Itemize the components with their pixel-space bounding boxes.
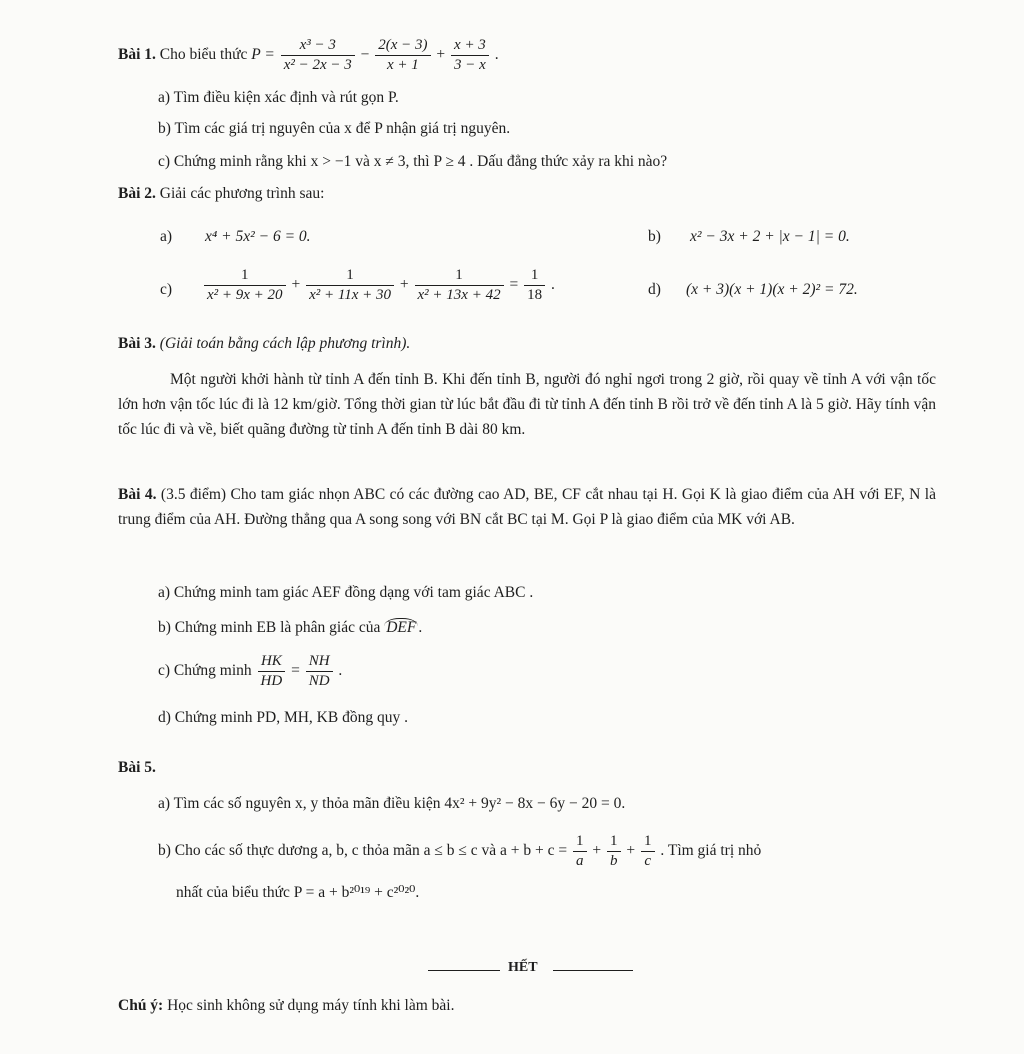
bai5-b-text: b) Cho các số thực dương a, b, c thỏa mãn a ≤ b ≤ c và a + b + c = bbox=[158, 842, 568, 860]
bai4-part-d: d) Chứng minh PD, MH, KB đồng quy . bbox=[158, 709, 408, 726]
bai1-end: . bbox=[494, 46, 499, 64]
bai5-b2-den: b bbox=[610, 853, 618, 869]
bai2-b-label: b) bbox=[648, 228, 661, 245]
bai2-a-equation: x⁴ + 5x² − 6 = 0. bbox=[205, 228, 311, 245]
bai2-c1-num: 1 bbox=[204, 266, 286, 286]
bai5-b-line2: nhất của biểu thức P = a + b²⁰¹⁹ + c²⁰²⁰. bbox=[176, 884, 420, 901]
bai5-b3-num: 1 bbox=[641, 832, 655, 852]
bai4-c1-num: HK bbox=[258, 652, 286, 672]
bai5-b1-num: 1 bbox=[573, 832, 587, 852]
bai4-part-a: a) Chứng minh tam giác AEF đồng dạng với tam giác ABC . bbox=[158, 584, 534, 601]
bai5-part-b bbox=[158, 832, 761, 871]
bai2-c1-den: x² + 9x + 20 bbox=[207, 287, 283, 303]
bai5-b-frac-3 bbox=[641, 832, 655, 871]
bai3-title-line bbox=[118, 334, 410, 354]
bai5-b-plus-1: + bbox=[592, 842, 602, 860]
bai5-b-post: . Tìm giá trị nhỏ bbox=[660, 842, 762, 860]
bai1-fraction-3 bbox=[451, 36, 489, 75]
end-rule-left bbox=[428, 970, 500, 971]
bai2-d-label: d) bbox=[648, 281, 661, 298]
bai2-a-label: a) bbox=[160, 228, 173, 245]
bai4-b-text: b) Chứng minh EB là phân giác của bbox=[158, 619, 381, 636]
bai4-c-frac-2 bbox=[306, 652, 333, 691]
bai1-f3-den: 3 − x bbox=[454, 57, 486, 73]
bai2-c4-num: 1 bbox=[524, 266, 545, 286]
bai2-title: Giải các phương trình sau: bbox=[159, 185, 325, 202]
bai2-c-frac-1 bbox=[204, 266, 286, 305]
bai1-f2-num: 2(x − 3) bbox=[375, 36, 430, 56]
bai5-heading: Bài 5. bbox=[118, 759, 156, 776]
bai2-c4-den: 18 bbox=[527, 287, 543, 303]
bai5-b-plus-2: + bbox=[626, 842, 636, 860]
bai4-c-frac-1 bbox=[258, 652, 286, 691]
end-rule-right bbox=[553, 970, 633, 971]
bai4-c2-num: NH bbox=[306, 652, 333, 672]
bai3-title: (Giải toán bằng cách lập phương trình). bbox=[159, 335, 411, 352]
bai4-part-b bbox=[158, 618, 422, 638]
bai4-b-angle: DEF bbox=[386, 619, 417, 636]
bai4-c-text: c) Chứng minh bbox=[158, 662, 252, 680]
bai4-body: (3.5 điểm) Cho tam giác nhọn ABC có các đường cao AD, BE, CF cắt nhau tại H. Gọi K là giao điểm của AH với EF, N là trung điểm của AH. Đường thẳng qua A song song với BN cắt BC tại M. Gọi P là giao điểm của MK với AB. bbox=[118, 486, 936, 528]
bai1-f3-num: x + 3 bbox=[451, 36, 489, 56]
bai2-heading: Bài 2. bbox=[118, 185, 156, 202]
end-mark: HẾT bbox=[508, 960, 538, 975]
bai4-c2-den: ND bbox=[308, 673, 330, 689]
bai4-b-end: . bbox=[418, 619, 423, 636]
note-line bbox=[118, 996, 455, 1016]
bai2-c3-den: x² + 13x + 42 bbox=[417, 287, 501, 303]
bai5-b2-num: 1 bbox=[607, 832, 621, 852]
bai2-c-label: c) bbox=[160, 281, 173, 298]
bai2-title-line bbox=[118, 184, 324, 204]
bai4-part-c bbox=[158, 652, 342, 691]
bai4-statement bbox=[118, 482, 936, 532]
bai3-body: Một người khởi hành từ tỉnh A đến tỉnh B. Khi đến tỉnh B, người đó nghỉ ngơi trong 2 giờ, rồi quay về tỉnh A với vận tốc lớn hơn vận tốc lúc đi là 12 km/giờ. Tổng thời gian từ lúc bắt đầu đi từ tỉnh A đến tỉnh B rồi trở về đến tỉnh A là 5 giờ. Hãy tính vận tốc lúc đi và về, biết quãng đường từ tỉnh A đến tỉnh B dài 80 km. bbox=[118, 371, 936, 438]
bai2-c-end: . bbox=[550, 276, 555, 294]
bai2-d-equation: (x + 3)(x + 1)(x + 2)² = 72. bbox=[686, 281, 858, 298]
bai2-c-frac-3 bbox=[415, 266, 504, 305]
bai1-heading: Bài 1. bbox=[118, 46, 156, 64]
bai2-b-equation: x² − 3x + 2 + |x − 1| = 0. bbox=[690, 228, 850, 245]
bai4-c1-den: HD bbox=[260, 673, 283, 689]
bai1-f1-den: x² − 2x − 3 bbox=[283, 57, 352, 73]
bai1-f2-den: x + 1 bbox=[387, 57, 419, 73]
bai1-part-c: c) Chứng minh rằng khi x > −1 và x ≠ 3, thì P ≥ 4 . Dấu đẳng thức xảy ra khi nào? bbox=[158, 153, 668, 170]
bai2-c-eq: = bbox=[509, 276, 519, 294]
bai1-f1-num: x³ − 3 bbox=[281, 36, 355, 56]
bai1-part-b: b) Tìm các giá trị nguyên của x để P nhận giá trị nguyên. bbox=[158, 120, 511, 137]
bai1-plus: + bbox=[436, 46, 446, 64]
bai1-part-a: a) Tìm điều kiện xác định và rút gọn P. bbox=[158, 89, 399, 106]
bai5-b-frac-1 bbox=[573, 832, 587, 871]
bai2-c-plus-1: + bbox=[291, 276, 301, 294]
bai2-c3-num: 1 bbox=[415, 266, 504, 286]
note-label: Chú ý: bbox=[118, 997, 164, 1014]
bai1-statement bbox=[118, 36, 499, 75]
bai2-c2-num: 1 bbox=[306, 266, 394, 286]
bai2-c-equation bbox=[202, 266, 555, 305]
bai2-c-frac-2 bbox=[306, 266, 394, 305]
bai2-c2-den: x² + 11x + 30 bbox=[309, 287, 392, 303]
bai4-heading: Bài 4. bbox=[118, 486, 157, 503]
bai4-c-end: . bbox=[338, 662, 343, 680]
bai4-c-eq: = bbox=[291, 662, 300, 680]
bai1-intro: Cho biểu thức bbox=[159, 46, 248, 64]
bai1-minus: − bbox=[360, 46, 370, 64]
bai5-b3-den: c bbox=[644, 853, 652, 869]
bai2-c-frac-4 bbox=[524, 266, 545, 305]
bai5-b1-den: a bbox=[576, 853, 584, 869]
bai5-part-a: a) Tìm các số nguyên x, y thỏa mãn điều kiện 4x² + 9y² − 8x − 6y − 20 = 0. bbox=[158, 795, 626, 812]
note-text: Học sinh không sử dụng máy tính khi làm bài. bbox=[167, 997, 455, 1014]
bai1-p-eq: P = bbox=[251, 46, 275, 64]
bai2-c-plus-2: + bbox=[399, 276, 409, 294]
bai1-fraction-1 bbox=[281, 36, 355, 75]
bai5-b-frac-2 bbox=[607, 832, 621, 871]
bai3-heading: Bài 3. bbox=[118, 335, 156, 352]
bai1-fraction-2 bbox=[375, 36, 430, 75]
